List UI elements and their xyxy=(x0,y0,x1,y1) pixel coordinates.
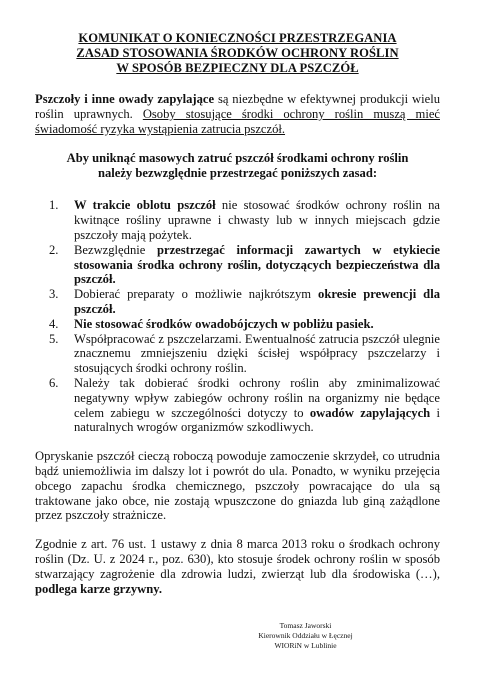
rule-text xyxy=(74,198,440,242)
rule-regular-text: Należy tak dobierać środki ochrony roślin aby zminimalizować negatywny wpływ zabiegów ochrony roślin na organizmy nie będące celem zabiegu w szczególności dotyczy to xyxy=(74,375,440,420)
rule-bold-text: okresie prewencji dla pszczół. xyxy=(74,287,440,316)
rule-regular-text: Dobierać preparaty o możliwie najkrótszym xyxy=(74,287,319,302)
signature-name: Tomasz Jaworski xyxy=(279,621,332,630)
legal-text: Zgodnie z art. 76 ust. 1 ustawy z dnia 8 marca 2013 roku o środkach ochrony roślin (Dz. U. z 2024 r., poz. 630), kto stosuje środek ochrony roślin w sposób stwarzający zagrożenie dla zdrowia ludzi, zwierząt lub dla środowiska (…), xyxy=(35,537,440,581)
document-title xyxy=(35,31,440,75)
intro-underlined-warning: Osoby stosujące środki ochrony roślin muszą mieć świadomość ryzyka wystąpienia zatrucia pszczół. xyxy=(35,107,440,136)
intro-paragraph xyxy=(35,92,440,136)
legal-paragraph xyxy=(35,537,440,596)
rule-number: 3. xyxy=(49,287,59,302)
bee-poisoning-explanation: Opryskanie pszczół cieczą roboczą powoduje zamoczenie skrzydeł, co utrudnia bądź uniemożliwia im dalszy lot i powrót do ula. Ponadto, w wyniku przejęcia obcego zapachu środka chemicznego, pszczoły powracające do ula są traktowane jako obce, nie zostają wpuszczone do gniazda lub giną zażądlone przez pszczoły strażnicze. xyxy=(35,449,440,523)
rule-item xyxy=(35,243,440,287)
title-line-1: KOMUNIKAT O KONIECZNOŚCI PRZESTRZEGANIA xyxy=(78,31,397,45)
rule-text xyxy=(74,376,440,435)
rule-regular-text: Bezwzględnie xyxy=(74,242,157,257)
rule-text xyxy=(74,243,440,287)
rule-number: 2. xyxy=(49,242,59,257)
rule-item xyxy=(35,198,440,242)
rule-text: Współpracować z pszczelarzami. Ewentualność zatrucia pszczół ulegnie znacznemu zmniejszeniu dzięki ścisłej współpracy pszczelarzy i stosujących środki ochrony roślin. xyxy=(74,331,440,376)
rule-regular-text: nie stosować środków ochrony roślin na kwitnące rośliny uprawne i chwasty lub w innych miejscach gdzie pszczoły mają pożytek. xyxy=(74,198,440,242)
rule-bold-text: przestrzegać informacji zawartych w etykiecie stosowania środka ochrony roślin, dotyczących bezpieczeństwa dla pszczół. xyxy=(74,242,441,287)
rules-heading-line-1: Aby uniknąć masowych zatruć pszczół środkami ochrony roślin xyxy=(66,150,409,165)
rule-text xyxy=(74,287,440,317)
rule-item xyxy=(35,332,440,376)
rule-bold-text: Nie stosować środków owadobójczych w pobliżu pasiek. xyxy=(74,316,374,331)
rules-list xyxy=(35,198,440,435)
rule-regular-text: i naturalnych wrogów organizmów szkodliwych. xyxy=(74,405,441,435)
rule-item xyxy=(35,287,440,317)
legal-penalty-text: podlega karze grzywny. xyxy=(35,581,162,596)
rule-item xyxy=(35,317,440,332)
rule-item xyxy=(35,376,440,435)
signature-block xyxy=(243,621,368,651)
title-line-2: ZASAD STOSOWANIA ŚRODKÓW OCHRONY ROŚLIN xyxy=(76,45,399,60)
rules-heading-line-2: należy bezwzględnie przestrzegać poniższych zasad: xyxy=(97,165,378,180)
rule-bold-text: owadów zapylających xyxy=(309,405,431,420)
signature-institution: WIORiN w Lublinie xyxy=(274,641,337,650)
rule-bold-text: W trakcie oblotu pszczół xyxy=(74,198,216,213)
rule-number: 1. xyxy=(49,198,59,213)
rule-number: 5. xyxy=(49,331,59,346)
rule-number: 6. xyxy=(49,375,59,390)
intro-text: są niezbędne w efektywnej produkcji wielu roślin uprawnych. xyxy=(35,92,440,122)
rule-number: 4. xyxy=(49,316,59,331)
signature-position: Kierownik Oddziału w Łęcznej xyxy=(258,631,353,640)
title-line-3: W SPOSÓB BEZPIECZNY DLA PSZCZÓŁ xyxy=(116,60,359,75)
intro-bold-start: Pszczoły i inne owady zapylające xyxy=(35,92,215,107)
rules-heading xyxy=(35,151,440,181)
